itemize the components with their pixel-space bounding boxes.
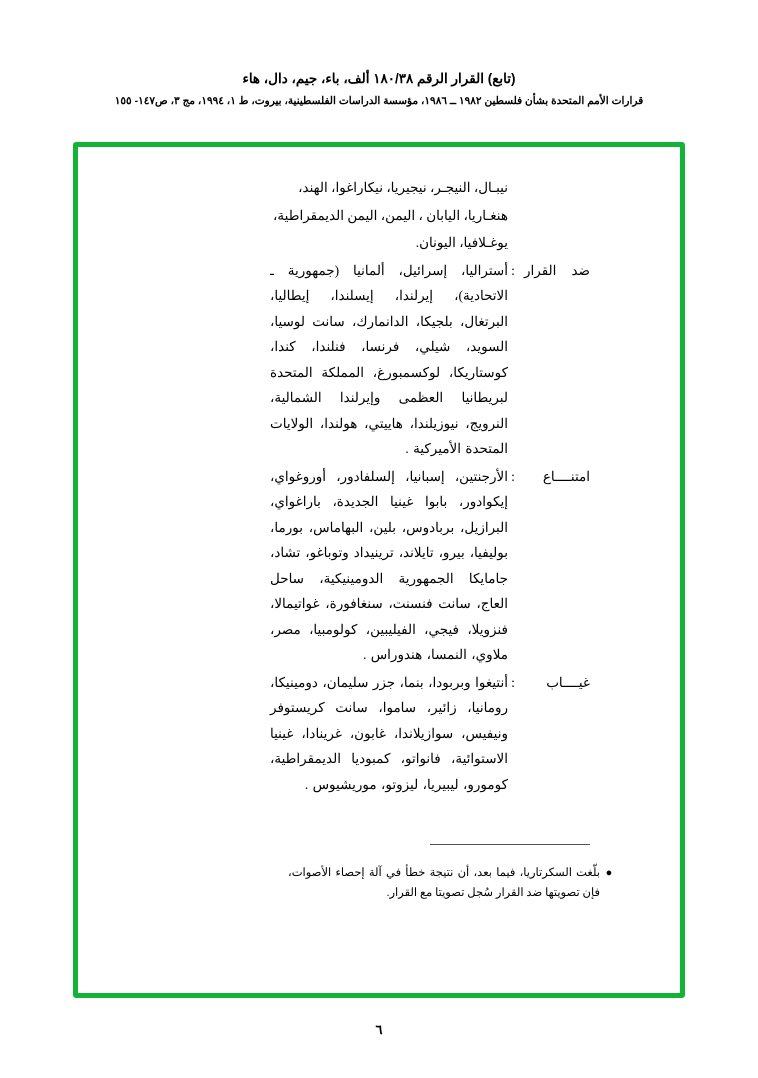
page-source-citation: قرارات الأمم المتحدة بشأن فلسطين ١٩٨٢ ــ ١٩٨٦، مؤسسة الدراسات الفلسطينية، بيروت، ط ١، ١٩٩٤، مج ٣، ص١٤٧- ١٥٥ — [114, 95, 644, 107]
footnote-divider — [430, 844, 590, 845]
intro-line-2: هنغـاريا، اليابان ، اليمن، اليمن الديمقراطية، — [273, 207, 508, 223]
green-border-frame — [73, 142, 685, 998]
intro-line-3: يوغـلافيا، اليونان. — [415, 235, 508, 250]
footnote-text: بلّغت السكرتاريا، فيما بعد، أن نتيجة خطأ في آلة إحصاء الأصوات، فإن تصويتها ضد القرار سُجل تصويتا مع القرار. — [288, 867, 600, 899]
vote-group-abstain-countries: الأرجنتين، إسبانيا، إلسلفادور، أوروغواي، إيكوادور، بابوا غينيا الجديدة، باراغواي، البرازيل، بربادوس، بلين، البهاماس، بورما، بوليفيا، بيرو، تايلاند، ترينيداد وتوباغو، تشاد، جامايكا الجمهورية الدومينيكية، ساحل العاج، سانت فنسنت، سنغافورة، غواتيمالا، فنزويلا، فيجي، الفيليبين، كولومبيا، مصر، ملاوي، النمسا، هندوراس . — [270, 468, 508, 662]
vote-group-abstain-label: امتنــــاع — [542, 468, 590, 484]
vote-group-abstain — [270, 464, 590, 668]
document-body — [270, 175, 590, 799]
vote-group-absent-colon: : — [511, 674, 515, 690]
footnote-bullet-icon: ● — [605, 867, 613, 879]
vote-group-abstain-colon: : — [511, 468, 515, 484]
page-number: ٦ — [375, 1022, 383, 1037]
page-header — [0, 70, 758, 109]
vote-group-absent-label: غيــــاب — [546, 674, 590, 690]
vote-group-against-countries: أستراليا، إسرائيل، ألمانيا (جمهورية ـ الاتحادية)، إيرلندا، إيسلندا، إيطاليا، البرتغال، بلجيكا، الدانمارك، سانت لوسيا، السويد، شيلي، فرنسا، فنلندا، كندا، كوستاريكا، لوكسمبورغ، المملكة المتحدة لبريطانيا العظمى وإيرلندا الشمالية، النرويج، نيوزيلندا، هاييتي، هولندا، الولايات المتحدة الأميركية . — [270, 262, 508, 456]
vote-group-against-colon: : — [511, 262, 515, 278]
vote-group-against-label: ضد القرار — [524, 262, 590, 278]
vote-group-absent-countries: أنتيغوا وبربودا، بنما، جزر سليمان، دومينيكا، رومانيا، زائير، ساموا، سانت كريستوفر ونيفيس، سوازيلاندا، غابون، غرينادا، غينيا الاستوائية، فانواتو، كمبوديا الديمقراطية، كومورو، ليبيريا، ليزوتو، موريشيوس . — [270, 674, 508, 792]
page-title: (تابع) القرار الرقم ١٨٠/٣٨ ألف، باء، جيم، دال، هاء — [242, 71, 516, 86]
intro-line-1: نيبـال، النيجـر، نيجيريا، نيكاراغوا، الهند، — [298, 180, 508, 195]
footnote — [288, 863, 618, 903]
vote-group-against — [270, 258, 590, 462]
vote-group-absent — [270, 670, 590, 798]
